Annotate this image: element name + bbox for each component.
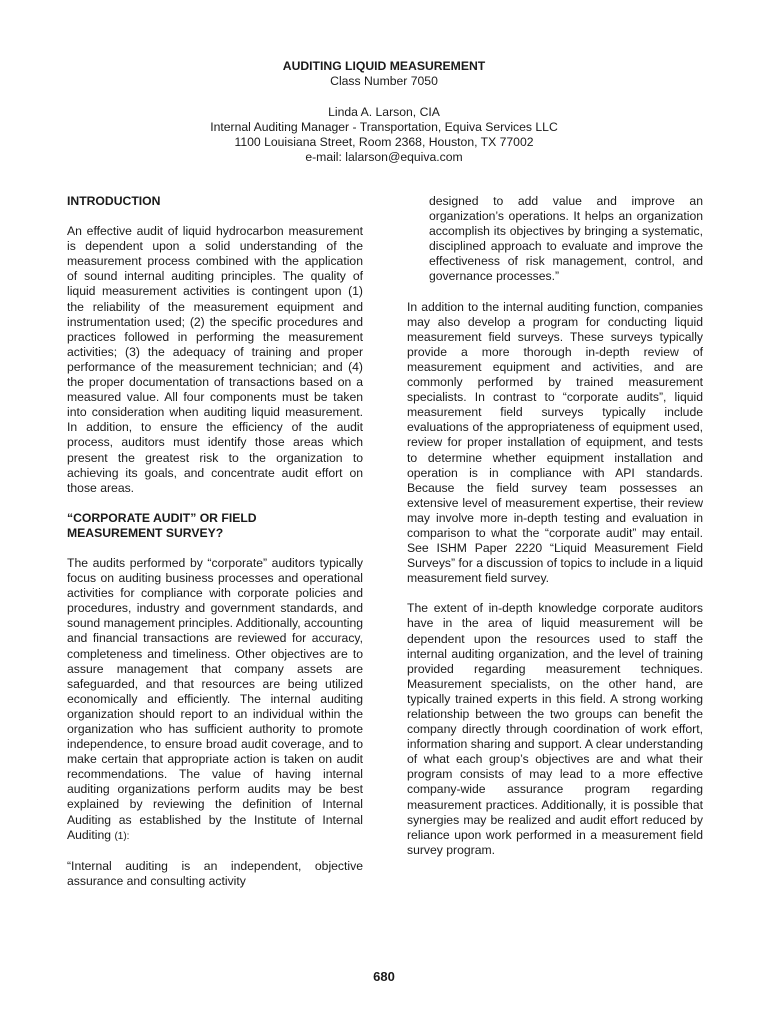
section-heading [67,511,363,541]
page-number: 680 [373,969,395,984]
reference-marker: (1): [114,830,130,842]
section-heading-line1: “CORPORATE AUDIT” OR FIELD [67,510,257,525]
left-column [67,194,363,904]
author-name: Linda A. Larson, CIA [328,105,440,119]
introduction-heading: INTRODUCTION [67,194,161,208]
section-heading-line2: MEASUREMENT SURVEY? [67,525,224,540]
author-position: Internal Auditing Manager - Transportation, Equiva Services LLC [210,120,558,134]
definition-quote-continued: designed to add value and improve an organization’s operations. It helps an organization accomplish its objectives by bringing a systematic, disciplined approach to evaluate and improve the effectiveness of risk management, control, and governance processes.” [429,194,703,284]
paper-header [0,59,768,165]
knowledge-paragraph: The extent of in-depth knowledge corporate auditors have in the area of liquid measurement will be dependent upon the resources used to staff the internal auditing organization, and the level of training provided regarding measurement techniques. Measurement specialists, on the other hand, are typically trained experts in this field. A strong working relationship between the two groups can benefit the company directly through coordination of work effort, information sharing and support. A clear understanding of what each group’s objectives are and what their program consists of may lead to a more effective company-wide assurance program regarding measurement practices. Additionally, it is possible that synergies may be realized and audit effort reduced by reliance upon work performed in a measurement field survey program. [407,601,703,857]
author-email: e-mail: lalarson@equiva.com [305,150,463,164]
section-paragraph-text: The audits performed by “corporate” auditors typically focus on auditing business processes and operational activities for compliance with corporate policies and procedures, industry and government standards, and sound management principles. Additionally, accounting and financial transactions are reviewed for accuracy, completeness and timeliness. Other objectives are to assure management that company assets are safeguarded, and that resources are being utilized economically and efficiently. The internal auditing organization should report to an individual within the organization who has sufficient authority to promote independence, to ensure broad audit coverage, and to make certain that appropriate action is taken on audit recommendations. The value of having internal auditing organizations perform audits may be best explained by reviewing the definition of Internal Auditing as established by the Institute of Internal Auditing [67,555,363,842]
field-survey-paragraph: In addition to the internal auditing function, companies may also develop a program for conducting liquid measurement field surveys. These surveys typically provide a more thorough in-depth review of measurement equipment and activities, and are commonly performed by trained measurement specialists. In contrast to “corporate audits”, liquid measurement field surveys typically include evaluations of the appropriateness of equipment used, review for proper installation of equipment, and tests to determine whether equipment installation and operation is in compliance with API standards. Because the field survey team possesses an extensive level of measurement expertise, their review may involve more in-depth testing and evaluation in comparison to what the “corporate audit” may entail. See ISHM Paper 2220 “Liquid Measurement Field Surveys” for a discussion of topics to include in a liquid measurement field survey. [407,299,703,586]
paper-title: AUDITING LIQUID MEASUREMENT [282,59,486,73]
class-number: Class Number 7050 [330,74,438,88]
right-column [407,194,703,873]
author-address: 1100 Louisiana Street, Room 2368, Houston, TX 77002 [234,135,534,149]
definition-quote-start: “Internal auditing is an independent, objective assurance and consulting activity [67,858,363,888]
section-paragraph [67,556,363,844]
introduction-paragraph: An effective audit of liquid hydrocarbon measurement is dependent upon a solid understanding of the measurement process combined with the application of sound internal auditing principles. The quality of liquid measurement activities is contingent upon (1) the reliability of the measurement equipment and instrumentation used; (2) the specific procedures and practices followed in performing the measurement activities; (3) the adequacy of training and proper performance of the measurement technician; and (4) the proper documentation of transactions based on a measured value. All four components must be taken into consideration when auditing liquid measurement. In addition, to ensure the efficiency of the audit process, auditors must identify those areas which present the greatest risk to the organization to achieving its goals, and concentrate audit effort on those areas. [67,224,363,495]
